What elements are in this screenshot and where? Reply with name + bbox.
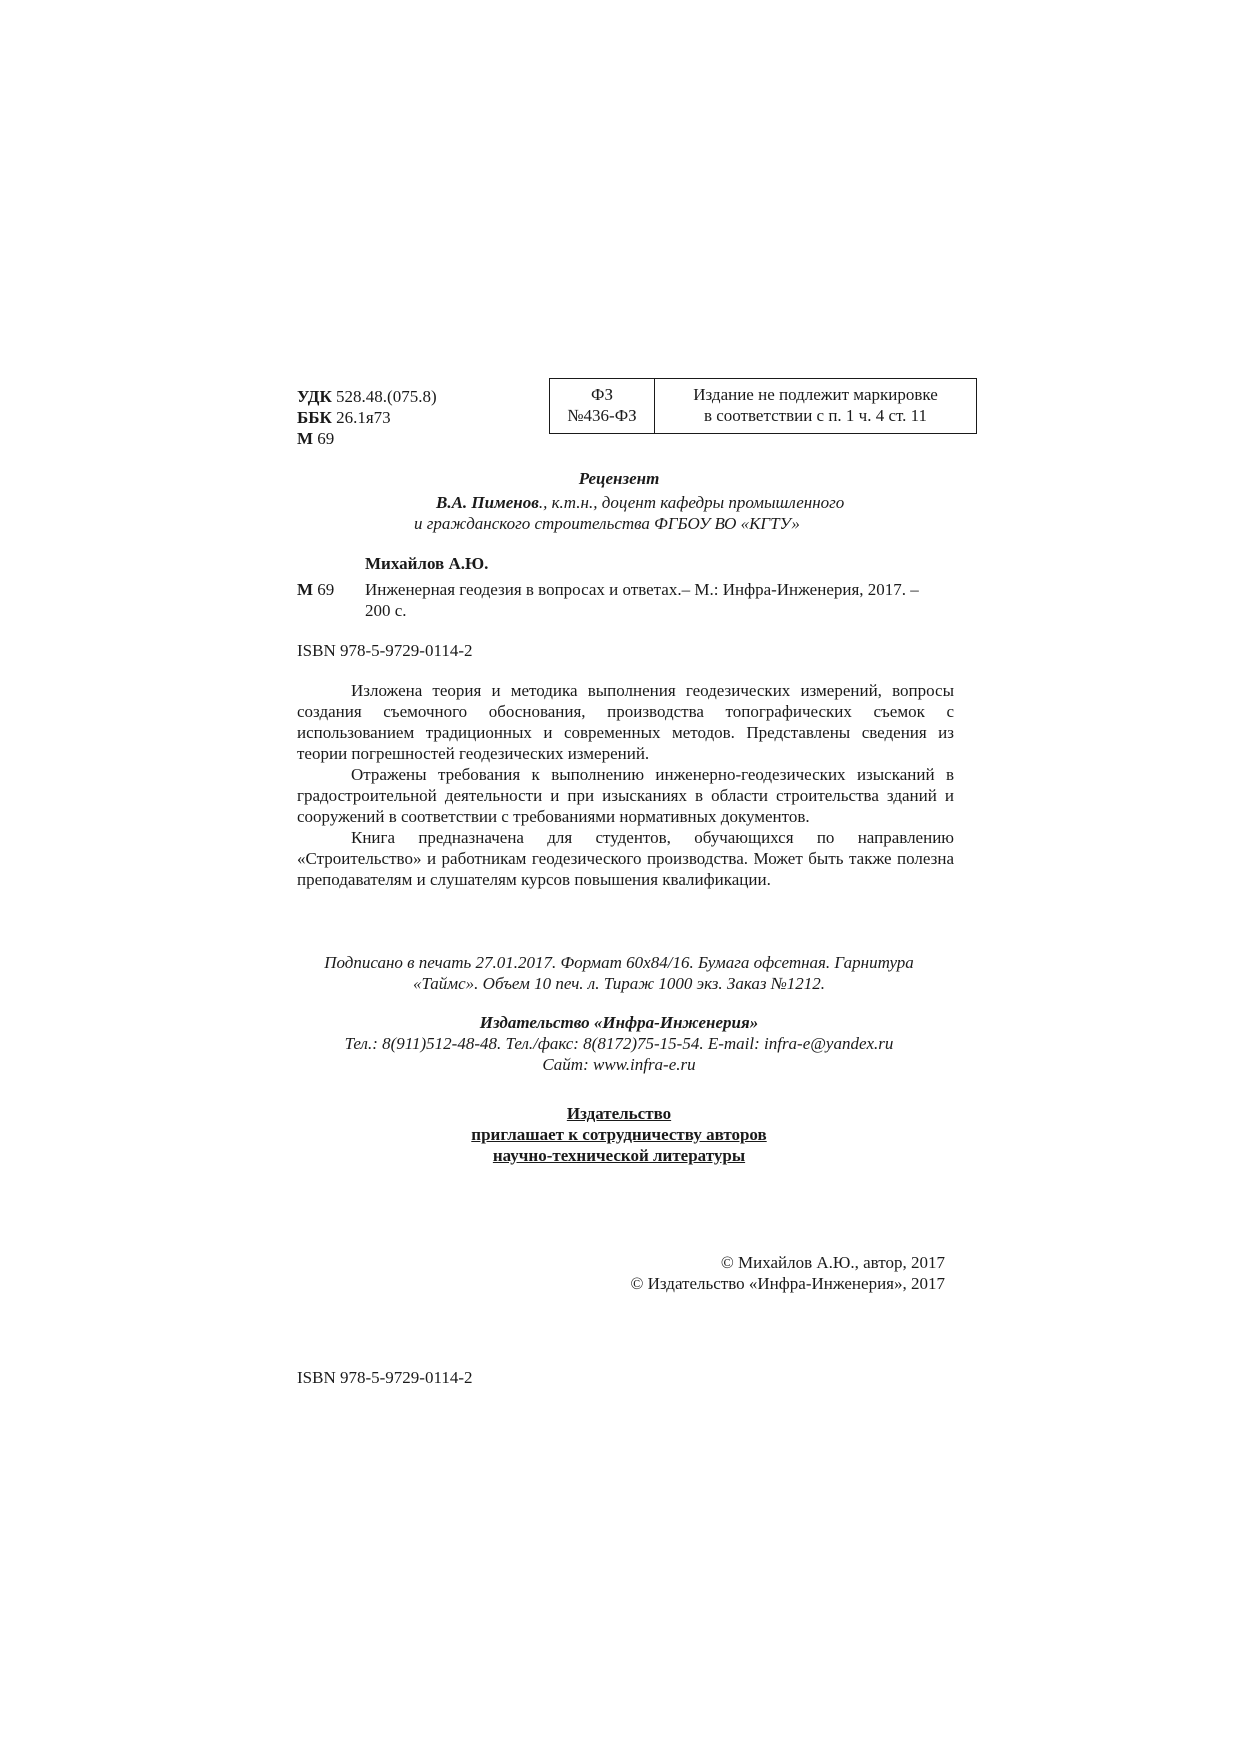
bbk-label: ББК [297,408,332,427]
fz-law-line1: ФЗ [591,385,613,404]
copyright-publisher: © Издательство «Инфра-Инженерия», 2017 [630,1274,945,1293]
classification-block [297,386,497,449]
author-mark-label: М [297,429,314,448]
annotation-paragraph-1: Изложена теория и методика выполнения геодезических измерений, вопросы создания съемочного обоснования, производства топографических съемок с использованием традиционных и современных методов. Представлены сведения из теории погрешностей геодезических измерений. [297,681,954,763]
fz-law-line2: №436-ФЗ [567,406,637,425]
invitation-line1: Издательство [566,1104,672,1123]
bib-line1: Инженерная геодезия в вопросах и ответах.– М.: Инфра-Инженерия, 2017. – [365,580,919,599]
invitation-block [297,1103,941,1166]
invitation-line2: приглашает к сотрудничеству авторов [471,1125,767,1144]
publisher-site: Сайт: www.infra-e.ru [542,1055,696,1074]
author-mark-value: 69 [313,429,335,448]
udk-value: 528.48.(075.8) [331,387,437,406]
fz-law-cell [550,379,655,433]
annotation-paragraph-3: Книга предназначена для студентов, обучающихся по направлению «Строительство» и работникам геодезического производства. Может быть также полезна преподавателям и слушателям курсов повышения квалификации. [297,828,954,889]
bibliographic-record [365,579,945,621]
reviewer-line2: и гражданского строительства ФГБОУ ВО «КГТУ» [414,514,800,533]
annotation-paragraph-2: Отражены требования к выполнению инженерно-геодезических изысканий в градостроительной деятельности и при изысканиях в области строительства зданий и сооружений в соответствии с требованиями нормативных документов. [297,765,954,826]
print-info-line1: Подписано в печать 27.01.2017. Формат 60х84/16. Бумага офсетная. Гарнитура [324,953,914,972]
bib-author-mark [297,579,334,600]
fz-marking-box [549,378,977,434]
reviewer-title: Рецензент [578,469,660,488]
bbk-value: 26.1я73 [331,408,391,427]
author-name: Михайлов А.Ю. [365,554,489,573]
udk-line [297,386,497,407]
invitation-line3: научно-технической литературы [492,1146,746,1165]
annotation [297,680,954,890]
fz-note-line1: Издание не подлежит маркировке [693,385,938,404]
copyright-block [500,1252,945,1294]
reviewer-name: В.А. Пименов [436,493,539,512]
bib-line2: 200 с. [365,601,407,620]
copyright-author: © Михайлов А.Ю., автор, 2017 [720,1253,945,1272]
reviewer-line1 [436,492,844,513]
fz-note-cell [655,379,976,433]
publisher-name: Издательство «Инфра-Инженерия» [479,1013,759,1032]
bib-mark-value: 69 [313,580,335,599]
print-info [297,952,941,994]
bib-mark-label: М [297,580,314,599]
publisher-contacts: Тел.: 8(911)512-48-48. Тел./факс: 8(8172)75-15-54. E-mail: infra-e@yandex.ru [344,1034,894,1053]
udk-label: УДК [297,387,332,406]
isbn-bottom: ISBN 978-5-9729-0114-2 [297,1368,473,1387]
publisher-block [297,1012,941,1075]
fz-note-line2: в соответствии с п. 1 ч. 4 ст. 11 [703,406,928,425]
isbn-top: ISBN 978-5-9729-0114-2 [297,641,473,660]
reviewer-credentials: ., к.т.н., доцент кафедры промышленного [538,493,845,512]
author-mark-line [297,428,497,449]
bbk-line [297,407,497,428]
print-info-line2: «Таймс». Объем 10 печ. л. Тираж 1000 экз. Заказ №1212. [412,974,826,993]
